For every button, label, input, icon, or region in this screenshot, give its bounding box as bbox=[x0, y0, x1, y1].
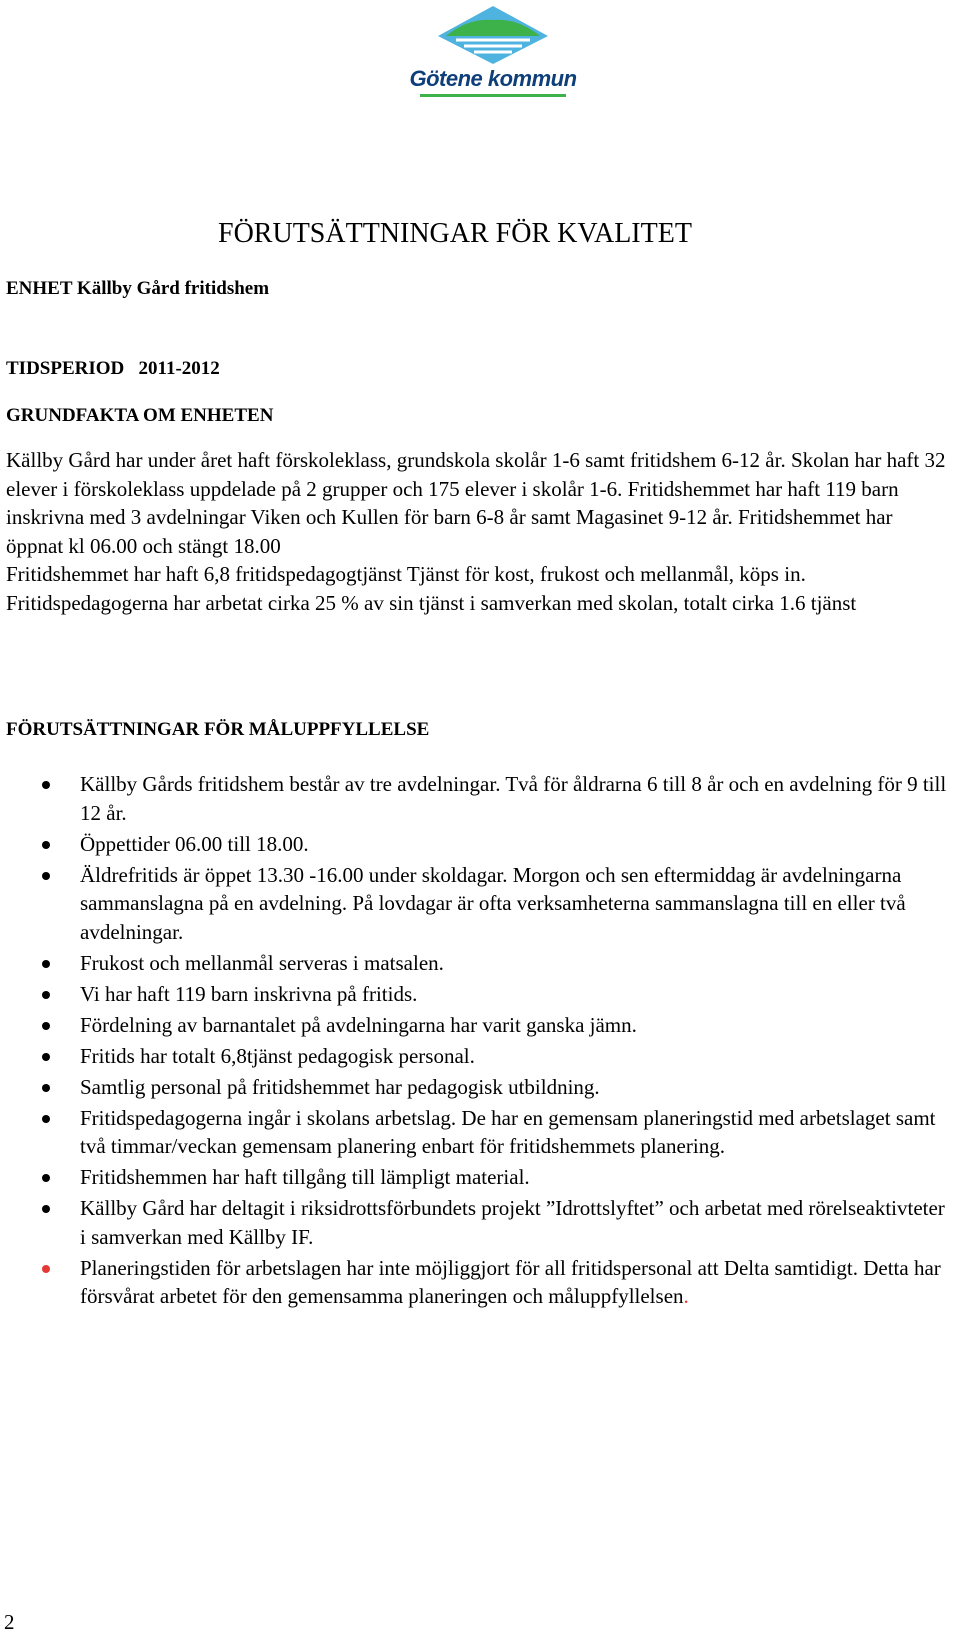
page-number: 2 bbox=[4, 1610, 15, 1634]
bullet-icon bbox=[42, 1084, 50, 1092]
list-item: Öppettider 06.00 till 18.00. bbox=[0, 830, 950, 859]
paragraph: Fritidspedagogerna har arbetat cirka 25 % av sin tjänst i samverkan med skolan, totalt cirka 1.6 tjänst bbox=[6, 590, 857, 615]
paragraph: Källby Gård har under året haft förskoleklass, grundskola skolår 1-6 samt fritidshem 6-12 år. Skolan har haft 32 elever i förskoleklass uppdelade på 2 grupper och 175 elever i skolår 1-6. Fritidshemmet har haft 119 barn inskrivna med 3 avdelningar Viken och Kullen för barn 6-8 år samt Magasinet 9-12 år. Fritidshemmet har öppnat kl 06.00 och stängt 18.00 bbox=[6, 448, 946, 558]
bullet-icon bbox=[42, 960, 50, 968]
list-item: Frukost och mellanmål serveras i matsalen. bbox=[0, 949, 950, 978]
bullet-icon bbox=[42, 1174, 50, 1182]
grundfakta-heading: GRUNDFAKTA OM ENHETEN bbox=[6, 405, 274, 426]
unit-label: ENHET Källby Gård fritidshem bbox=[6, 278, 270, 299]
logo-mountain-icon bbox=[398, 4, 588, 66]
bullet-icon bbox=[42, 841, 50, 849]
list-item: Fördelning av barnantalet på avdelningarna har varit ganska jämn. bbox=[0, 1011, 950, 1040]
paragraph: Fritidshemmet har haft 6,8 fritidspedagogtjänst Tjänst för kost, frukost och mellanmål, köps in. bbox=[6, 562, 806, 586]
list-item: Planeringstiden för arbetslagen har inte möjliggjort för all fritidspersonal att Delta samtidigt. Detta har försvårat arbetet för den gemensamma planeringen och måluppfyllelsen. bbox=[0, 1254, 950, 1311]
page-title: FÖRUTSÄTTNINGAR FÖR KVALITET bbox=[218, 218, 692, 249]
red-period: . bbox=[683, 1284, 689, 1308]
bullet-icon bbox=[42, 1115, 50, 1123]
list-item: Källby Gård har deltagit i riksidrottsförbundets projekt ”Idrottslyftet” och arbetat med rörelseaktivteter i samverkan med Källby IF. bbox=[0, 1194, 950, 1251]
list-item: Äldrefritids är öppet 13.30 -16.00 under skoldagar. Morgon och sen eftermiddag är avdelningarna sammanslagna på en avdelning. På lovdagar är ofta verksamheterna sammanslagna till en eller två avdelningar. bbox=[0, 861, 950, 947]
bullet-icon bbox=[42, 1022, 50, 1030]
logo-text: Götene kommun bbox=[409, 66, 577, 91]
period-label: TIDSPERIOD 2011-2012 bbox=[6, 358, 220, 379]
list-item: Vi har haft 119 barn inskrivna på fritids. bbox=[0, 980, 950, 1009]
bullet-icon bbox=[42, 991, 50, 999]
logo-underline bbox=[420, 94, 566, 97]
bullet-icon bbox=[42, 1205, 50, 1213]
list-item: Samtlig personal på fritidshemmet har pedagogisk utbildning. bbox=[0, 1073, 950, 1102]
grundfakta-body bbox=[6, 446, 951, 617]
list-item: Fritidspedagogerna ingår i skolans arbetslag. De har en gemensam planeringstid med arbetslaget samt två timmar/veckan gemensam planering enbart för fritidshemmets planering. bbox=[0, 1104, 950, 1161]
bullet-icon bbox=[42, 1053, 50, 1061]
bullet-icon bbox=[42, 781, 50, 789]
gotene-kommun-logo bbox=[398, 4, 588, 100]
red-bullet-icon bbox=[42, 1265, 50, 1273]
kriterier-heading: FÖRUTSÄTTNINGAR FÖR MÅLUPPFYLLELSE bbox=[6, 719, 430, 740]
bullet-icon bbox=[42, 872, 50, 880]
bullet-list bbox=[0, 770, 950, 1313]
list-item: Källby Gårds fritidshem består av tre avdelningar. Två för åldrarna 6 till 8 år och en avdelning för 9 till 12 år. bbox=[0, 770, 950, 827]
list-item: Fritidshemmen har haft tillgång till lämpligt material. bbox=[0, 1163, 950, 1192]
list-item: Fritids har totalt 6,8tjänst pedagogisk personal. bbox=[0, 1042, 950, 1071]
